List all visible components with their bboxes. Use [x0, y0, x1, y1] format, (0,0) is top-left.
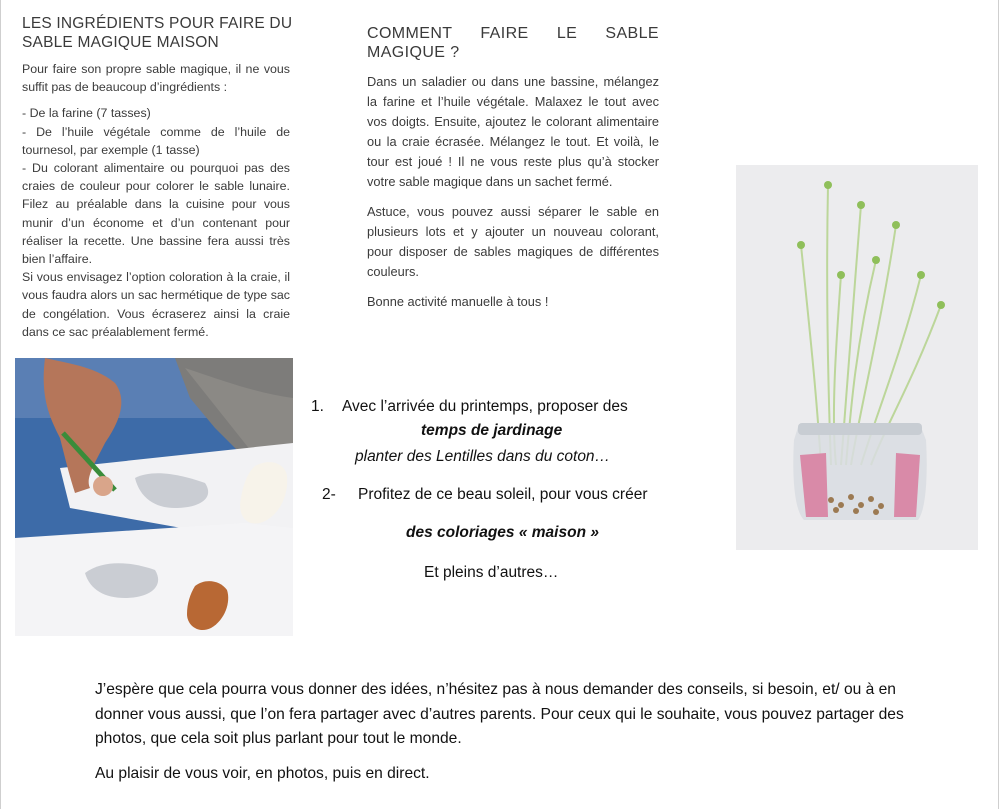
lentil-sprouts-photo: [736, 165, 978, 550]
list-item-2-text: Profitez de ce beau soleil, pour vous créer: [358, 486, 648, 503]
closing-paragraph: J’espère que cela pourra vous donner des idées, n’hésitez pas à nous demander des conseils, si besoin, et/ ou à en donner vous aussi, que l’on fera partager avec d’autres parents. Pour ceux qui le souhaite, vous pouvez partager des photos, que cela soit plus parlant pour tout le monde.: [95, 681, 904, 748]
ingredients-title: LES INGRÉDIENTS POUR FAIRE DU SABLE MAGIQUE MAISON: [22, 15, 293, 51]
ingredient-item: - De la farine (7 tasses): [22, 106, 151, 121]
page-border-left: [0, 0, 1, 809]
ingredient-item: Si vous envisagez l’option coloration à la craie, il vous faudra alors un sac hermétique de type sac de congélation. Vous écraserez ainsi la craie dans ce sac préalablement fermé.: [22, 270, 290, 339]
closing-greeting: Au plaisir de vous voir, en photos, puis en direct.: [95, 764, 430, 782]
ingredient-item: - De l’huile végétale comme de l’huile de tournesol, par exemple (1 tasse): [22, 124, 290, 157]
list-number-2: 2-: [322, 486, 336, 503]
ingredients-list: [22, 104, 290, 341]
drawing-activity-photo: [15, 358, 293, 636]
page-border-right: [998, 0, 999, 809]
ingredient-item: - Du colorant alimentaire ou pourquoi pas des craies de couleur pour colorer le sable lunaire. Filez au préalable dans la cuisine pour vous munir d’un économe et d’un contenant pour réaliser la recette. Une bassine fera aussi très bien l’affaire.: [22, 161, 290, 267]
list-item-2-bold: des coloriages « maison »: [406, 524, 599, 541]
method-paragraph: Dans un saladier ou dans une bassine, mélangez la farine et l’huile végétale. Malaxez le tout avec vos doigts. Ensuite, ajoutez le colorant alimentaire ou la craie écrasée. Mélangez le tout. Et voilà, le tour est joué ! Il ne vous reste plus qu’à stocker votre sable magique dans un sachet fermé.: [367, 74, 659, 189]
list-closing: Et pleins d’autres…: [424, 564, 559, 581]
list-number-1: 1.: [311, 398, 324, 415]
list-item-1-text: Avec l’arrivée du printemps, proposer des: [342, 398, 628, 415]
closing-message: [95, 678, 915, 796]
list-item-1-italic: planter des Lentilles dans du coton…: [355, 448, 611, 465]
method-section: [367, 72, 659, 322]
list-item-1-bold: temps de jardinage: [421, 422, 563, 439]
lentil-sprouts-jar-photo: [736, 165, 978, 550]
method-tip: Astuce, vous pouvez aussi séparer le sable en plusieurs lots et y ajouter un nouveau colorant, pour disposer de sables magiques de différentes couleurs.: [367, 204, 659, 279]
child-tracing-animal-shadows-photo: [15, 358, 293, 636]
ingredients-section: [22, 60, 290, 341]
method-closing: Bonne activité manuelle à tous !: [367, 294, 549, 309]
method-title: COMMENT FAIRE LE SABLE MAGIQUE ?: [367, 25, 659, 61]
ingredients-intro: Pour faire son propre sable magique, il ne vous suffit pas de beaucoup d’ingrédients :: [22, 62, 290, 95]
